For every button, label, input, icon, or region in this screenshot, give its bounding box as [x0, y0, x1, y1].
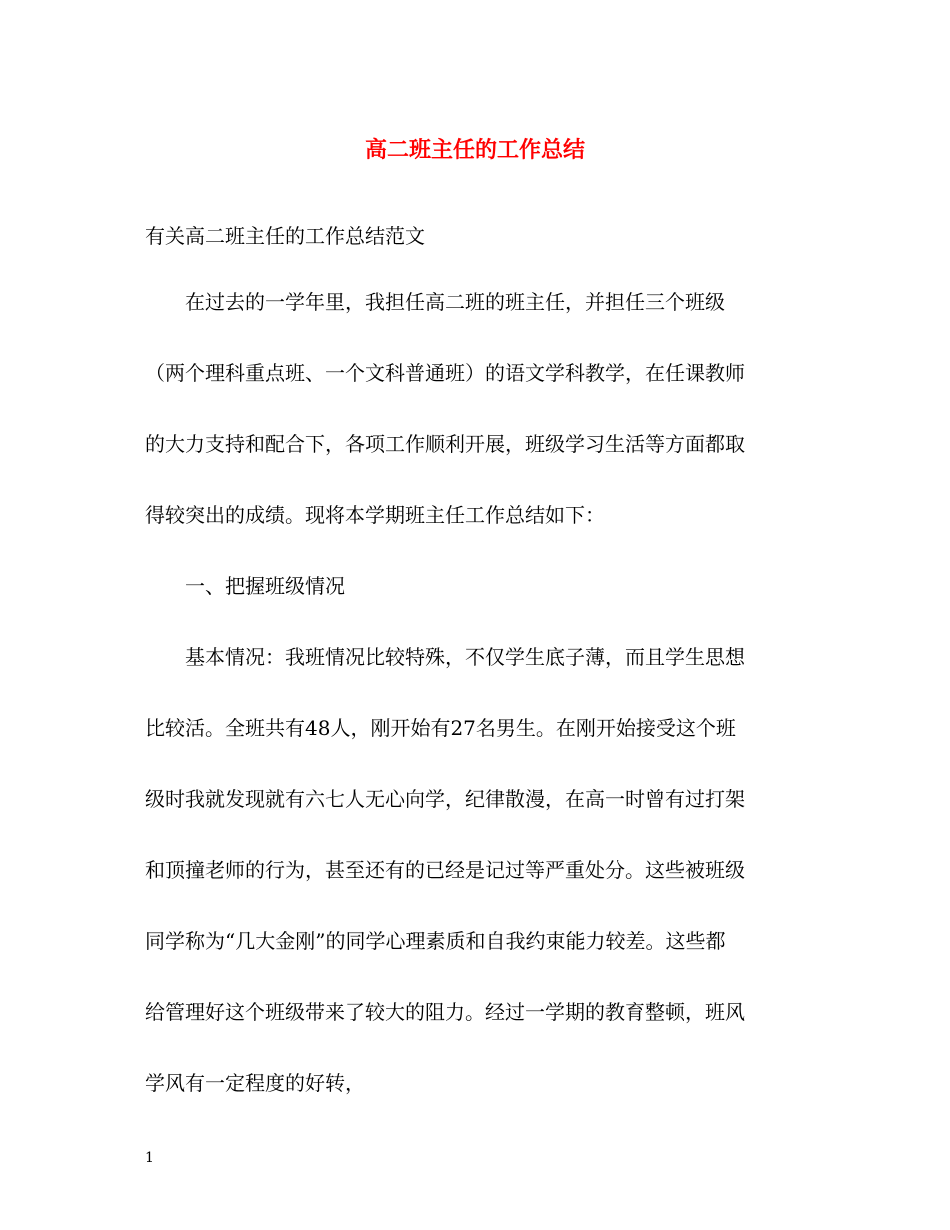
document-subtitle: 有关高二班主任的工作总结范文 [145, 224, 425, 248]
section-heading-text: 一、把握班级情况 [185, 574, 345, 598]
paragraph-line: 同学称为“几大金刚”的同学心理素质和自我约束能力较差。这些都 [145, 929, 726, 953]
paragraph-line: 比较活。全班共有48人，刚开始有27名男生。在刚开始接受这个班 [145, 716, 736, 740]
paragraph-line: 学风有一定程度的好转， [145, 1071, 365, 1095]
document-title: 高二班主任的工作总结 [364, 137, 585, 163]
paragraph-line: 基本情况：我班情况比较特殊，不仅学生底子薄，而且学生思想 [185, 645, 745, 669]
paragraph-basic-situation [145, 639, 805, 1136]
paragraph-line: 级时我就发现就有六七人无心向学，纪律散漫，在高一时曾有过打架 [145, 787, 745, 811]
paragraph-intro [145, 284, 805, 568]
paragraph-line: 得较突出的成绩。现将本学期班主任工作总结如下： [145, 503, 605, 527]
paragraph-line: 给管理好这个班级带来了较大的阻力。经过一学期的教育整顿，班风 [145, 1000, 745, 1024]
paragraph-line: （两个理科重点班、一个文科普通班）的语文学科教学，在任课教师 [145, 361, 745, 385]
paragraph-line: 在过去的一学年里，我担任高二班的班主任，并担任三个班级 [185, 290, 725, 314]
section-heading-1 [145, 568, 805, 639]
page-number: 1 [145, 1150, 154, 1166]
paragraph-line: 的大力支持和配合下，各项工作顺利开展，班级学习生活等方面都取 [145, 432, 745, 456]
paragraph-line: 和顶撞老师的行为，甚至还有的已经是记过等严重处分。这些被班级 [145, 858, 745, 882]
